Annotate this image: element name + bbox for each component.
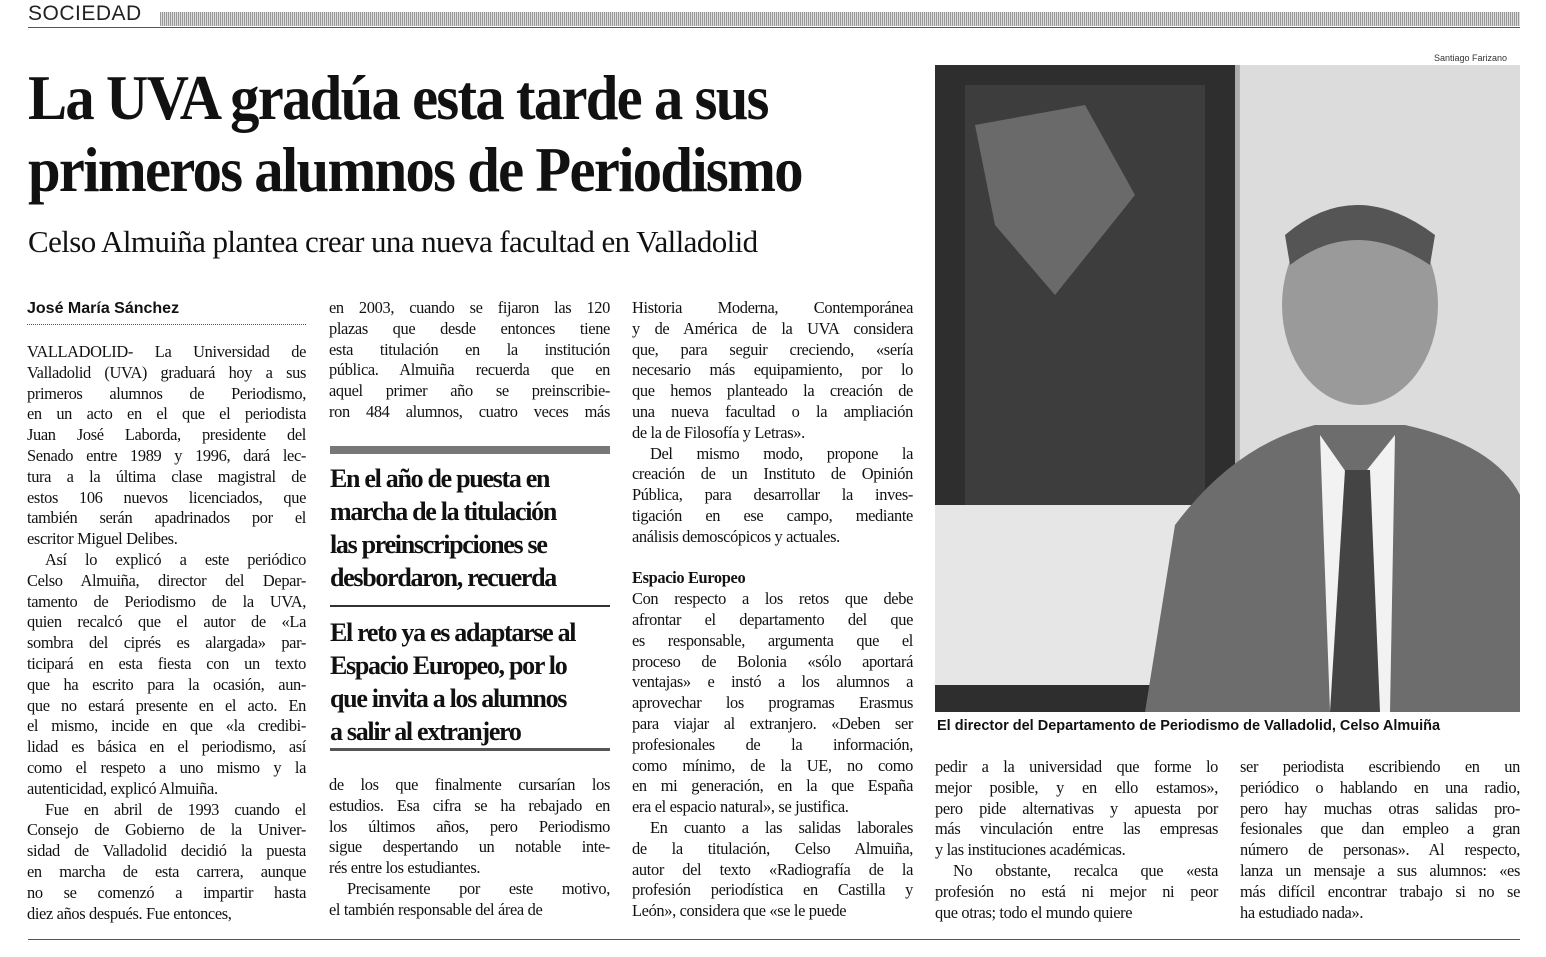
article-column-3 bbox=[632, 298, 913, 922]
text-line: que otras; todo el mundo quiere bbox=[935, 902, 1133, 922]
text-line: y las instituciones académicas. bbox=[935, 840, 1126, 860]
text-line: pública. Almuiña recuerda que en bbox=[329, 360, 610, 380]
article-column-1 bbox=[27, 342, 306, 924]
article-photo bbox=[935, 65, 1520, 712]
text-line: los últimos años, pero Periodismo bbox=[329, 816, 610, 836]
text-line: también serán apadrinados por el bbox=[27, 508, 306, 528]
text-line: estos 106 nuevos licenciados, que bbox=[27, 487, 306, 507]
byline: José María Sánchez bbox=[27, 300, 180, 317]
text-line: creación de un Instituto de Opinión bbox=[632, 464, 913, 484]
text-line: profesión no está ni mejor ni peor bbox=[935, 881, 1218, 901]
article-column-4 bbox=[935, 757, 1218, 923]
pull-quote-line: a salir al extranjero bbox=[330, 717, 521, 746]
text-line: más vinculación entre las empresas bbox=[935, 819, 1218, 839]
text-line: que no estará presente en el acto. En bbox=[27, 695, 306, 715]
text-line: Juan José Laborda, presidente del bbox=[27, 425, 306, 445]
pull-quote-line: El reto ya es adaptarse al bbox=[330, 618, 576, 647]
text-line: ticipará en esta fiesta con un texto bbox=[27, 653, 306, 673]
text-line: para viajar al extranjero. «Deben ser bbox=[632, 713, 913, 733]
pull-quote-line: las preinscripciones se bbox=[330, 530, 547, 559]
pull-quote-line: marcha de la titulación bbox=[330, 497, 556, 526]
text-line: como el respeto a uno mismo y la bbox=[27, 757, 306, 777]
text-line: esta titulación en la institución bbox=[329, 339, 610, 359]
article-column-2-bottom bbox=[329, 775, 610, 921]
text-line: de los que finalmente cursarían los bbox=[329, 775, 610, 794]
photo-credit: Santiago Farizano bbox=[1434, 53, 1508, 63]
text-line: de la titulación, Celso Almuiña, bbox=[632, 838, 913, 858]
text-line: en marcha de esta carrera, aunque bbox=[27, 861, 306, 881]
pull-quote-2 bbox=[330, 616, 610, 748]
text-line: primeros alumnos de Periodismo, bbox=[27, 383, 306, 403]
text-line: y de América de la UVA considera bbox=[632, 318, 913, 338]
text-line: aquel primer año se preinscribie- bbox=[329, 381, 610, 401]
text-line: Así lo explicó a este periódico bbox=[45, 549, 306, 569]
pull-quote-line: Espacio Europeo, por lo bbox=[330, 651, 567, 680]
pullquote-top-bar bbox=[330, 446, 610, 454]
text-line: análisis demoscópicos y actuales. bbox=[632, 526, 840, 546]
text-line: más difícil encontrar trabajo si no se bbox=[1240, 881, 1520, 901]
subtitle: Celso Almuiña plantea crear una nueva facultad en Valladolid bbox=[28, 224, 758, 259]
pull-quote-line: que invita a los alumnos bbox=[330, 684, 567, 713]
photo-caption: El director del Departamento de Periodismo de Valladolid, Celso Almuiña bbox=[937, 718, 1441, 734]
text-line: fesionales que dan empleo a gran bbox=[1240, 819, 1520, 839]
text-line: sigue despertando un notable inte- bbox=[329, 837, 610, 857]
text-line bbox=[632, 548, 913, 569]
text-line: el también responsable del área de bbox=[329, 899, 543, 919]
text-line: tigación en ese campo, mediante bbox=[632, 505, 913, 525]
text-line: estudios. Esa cifra se ha rebajado en bbox=[329, 795, 610, 815]
text-line: en 2003, cuando se fijaron las 120 bbox=[329, 298, 610, 317]
pull-quote-line: desbordaron, recuerda bbox=[330, 563, 556, 592]
text-line: autenticidad, explicó Almuiña. bbox=[27, 778, 218, 798]
headline-line: La UVA gradúa esta tarde a sus bbox=[28, 63, 768, 133]
text-line: tura a la última clase magistral de bbox=[27, 466, 306, 486]
text-line: autor del texto «Radiografía de la bbox=[632, 859, 913, 879]
text-line: que, para seguir creciendo, «sería bbox=[632, 339, 913, 359]
text-line: en un acto en el que el periodista bbox=[27, 404, 306, 424]
bottom-rule bbox=[28, 939, 1520, 940]
text-line: ha estudiado nada». bbox=[1240, 902, 1364, 922]
text-line: lidad es básica en el periodismo, así bbox=[27, 737, 306, 757]
text-line: mejor posible, y en ello estamos», bbox=[935, 777, 1218, 797]
text-line: En cuanto a las salidas laborales bbox=[650, 817, 913, 837]
text-line: VALLADOLID- La Universidad de bbox=[27, 342, 306, 361]
pullquote-bottom-bar bbox=[330, 748, 610, 751]
pullquote-divider bbox=[330, 605, 610, 607]
text-line: plazas que desde entonces tiene bbox=[329, 318, 610, 338]
text-line: rés entre los estudiantes. bbox=[329, 858, 481, 878]
text-line: afrontar el departamento del que bbox=[632, 609, 913, 629]
text-line: Fue en abril de 1993 cuando el bbox=[45, 799, 306, 819]
text-line: el mismo, incide en que «la credibi- bbox=[27, 716, 306, 736]
text-line: no se comenzó a impartir hasta bbox=[27, 882, 306, 902]
text-line: Senado entre 1989 y 1996, dará lec- bbox=[27, 445, 306, 465]
text-line: Pública, para desarrollar la inves- bbox=[632, 485, 913, 505]
text-line: León», considera que «se le puede bbox=[632, 901, 847, 921]
portrait-illustration bbox=[935, 65, 1520, 712]
text-line: Valladolid (UVA) graduará hoy a sus bbox=[27, 362, 306, 382]
text-line: lanza un mensaje a sus alumnos: «es bbox=[1240, 860, 1520, 880]
pull-quote-1 bbox=[330, 462, 610, 594]
text-line: que ha escrito para la ocasión, aun- bbox=[27, 674, 306, 694]
text-line: Consejo de Gobierno de la Univer- bbox=[27, 820, 306, 840]
text-line: proceso de Bolonia «sólo aportará bbox=[632, 651, 913, 671]
text-line: ser periodista escribiendo en un bbox=[1240, 757, 1520, 776]
text-line: escritor Miguel Delibes. bbox=[27, 529, 178, 549]
article-column-5 bbox=[1240, 757, 1520, 923]
pull-quote-line: En el año de puesta en bbox=[330, 464, 550, 493]
text-line: quien recalcó que el autor de «La bbox=[27, 612, 306, 632]
text-line: sidad de Valladolid decidió la puesta bbox=[27, 841, 306, 861]
text-line: Precisamente por este motivo, bbox=[347, 878, 610, 898]
text-line: como mínimo, de la UE, no como bbox=[632, 755, 913, 775]
text-line: de la de Filosofía y Letras». bbox=[632, 422, 805, 442]
text-line: necesario más equipamiento, por lo bbox=[632, 360, 913, 380]
text-line: sombra del ciprés es alargada» par- bbox=[27, 633, 306, 653]
text-line: en mi generación, en la que España bbox=[632, 776, 913, 796]
text-line: pero hay muchas otras salidas pro- bbox=[1240, 798, 1520, 818]
headline-line: primeros alumnos de Periodismo bbox=[28, 135, 802, 205]
section-label: SOCIEDAD bbox=[28, 2, 142, 25]
text-line: Celso Almuiña, director del Depar- bbox=[27, 570, 306, 590]
text-line: ventajas» e instó a los alumnos a bbox=[632, 672, 913, 692]
text-line: Del mismo modo, propone la bbox=[650, 443, 913, 463]
text-line: Con respecto a los retos que debe bbox=[632, 589, 913, 609]
text-line: es responsable, argumenta que el bbox=[632, 630, 913, 650]
text-line: tamento de Periodismo de la UVA, bbox=[27, 591, 306, 611]
subheading: Espacio Europeo bbox=[632, 568, 746, 588]
text-line: una nueva facultad o la ampliación bbox=[632, 401, 913, 421]
text-line: número de personas». Al respecto, bbox=[1240, 840, 1520, 860]
section-divider bbox=[28, 27, 1520, 28]
text-line: periódico o hablando en una radio, bbox=[1240, 777, 1520, 797]
byline-rule bbox=[27, 324, 306, 325]
section-rule bbox=[160, 12, 1520, 26]
text-line: ron 484 alumnos, cuatro veces más bbox=[329, 401, 610, 421]
text-line: No obstante, recalca que «esta bbox=[953, 860, 1218, 880]
article-column-2-top bbox=[329, 298, 610, 423]
text-line: que hemos planteado la creación de bbox=[632, 381, 913, 401]
text-line: era el espacio natural», se justifica. bbox=[632, 797, 849, 817]
text-line: Historia Moderna, Contemporánea bbox=[632, 298, 913, 317]
headline bbox=[28, 62, 865, 206]
text-line: profesionales de la información, bbox=[632, 734, 913, 754]
text-line: profesión periodística en Castilla y bbox=[632, 880, 913, 900]
text-line: aprovechar los programas Erasmus bbox=[632, 693, 913, 713]
text-line: pedir a la universidad que forme lo bbox=[935, 757, 1218, 776]
text-line: diez años después. Fue entonces, bbox=[27, 903, 232, 923]
text-line: pero pide alternativas y apuesta por bbox=[935, 798, 1218, 818]
